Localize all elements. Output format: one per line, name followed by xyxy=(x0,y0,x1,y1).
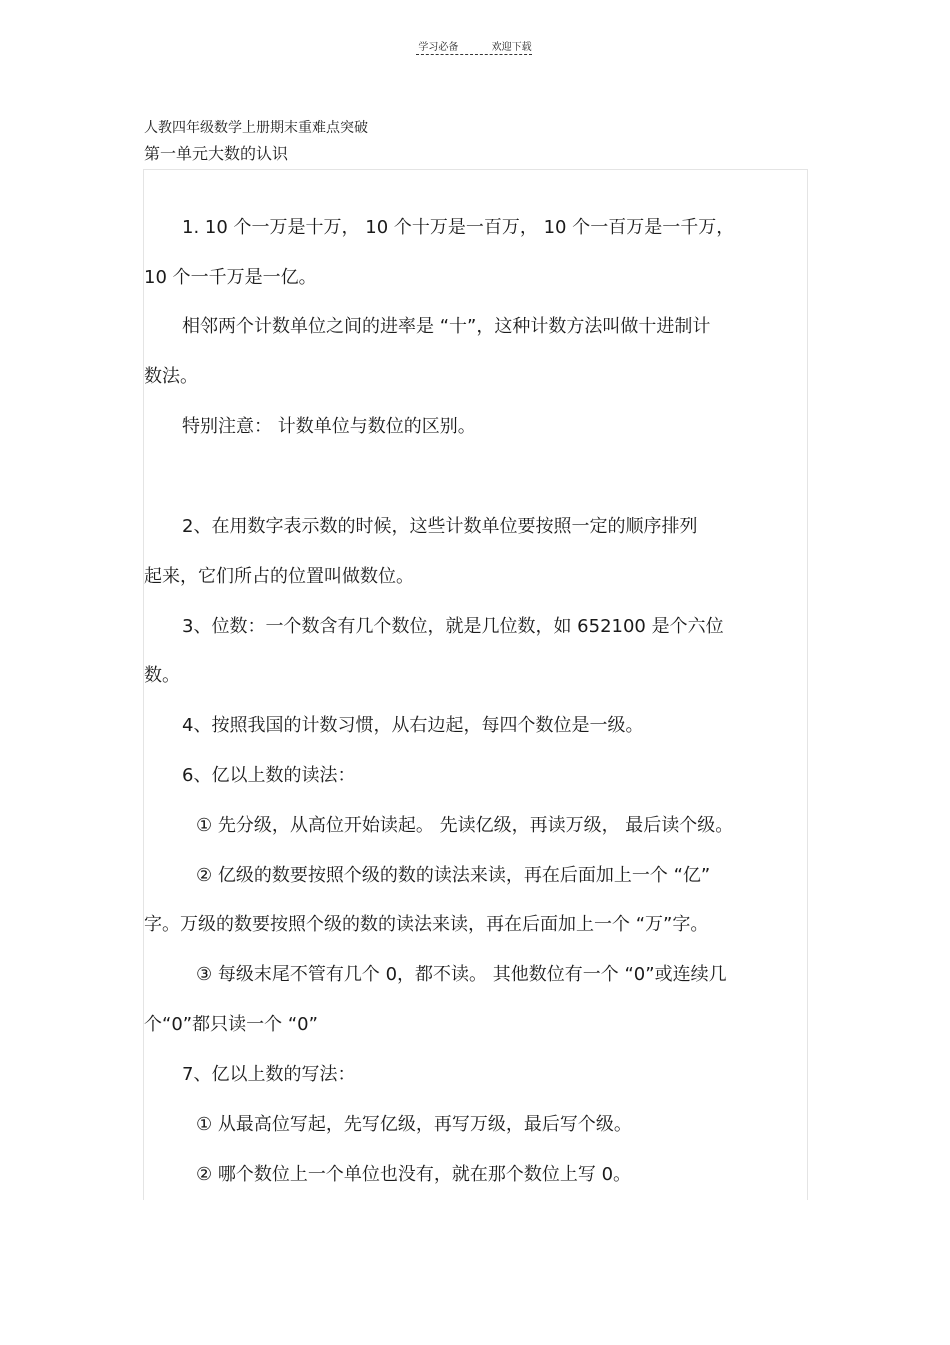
paragraph-line: ③ 每级末尾不管有几个 0，都不读。 其他数位有一个 “0”或连续几 xyxy=(196,964,727,985)
paragraph-line: 3、位数：一个数含有几个数位，就是几位数，如 652100 是个六位 xyxy=(182,616,724,637)
paragraph-line: 字。万级的数要按照个级的数的读法来读，再在后面加上一个 “万”字。 xyxy=(144,914,709,935)
header-left-text: 学习必备 xyxy=(418,42,459,53)
document-title: 人教四年级数学上册期末重难点突破 xyxy=(144,120,368,136)
paragraph-line: 10 个一千万是一亿。 xyxy=(144,267,317,288)
paragraph-line: 数法。 xyxy=(144,366,198,387)
paragraph-line: ② 亿级的数要按照个级的数的读法来读，再在后面加上一个 “亿” xyxy=(196,865,711,886)
header-divider xyxy=(416,54,532,55)
paragraph-line: 起来，它们所占的位置叫做数位。 xyxy=(144,566,414,587)
page-header xyxy=(0,38,950,53)
header-right-text: 欢迎下载 xyxy=(491,42,532,53)
paragraph-line: 1. 10 个一万是十万， 10 个十万是一百万， 10 个一百万是一千万， xyxy=(182,217,735,238)
paragraph-line: ① 从最高位写起，先写亿级，再写万级，最后写个级。 xyxy=(196,1114,632,1135)
paragraph-line: 特别注意： 计数单位与数位的区别。 xyxy=(182,416,476,437)
paragraph-line: 7、亿以上数的写法： xyxy=(182,1064,356,1085)
paragraph-line: 个“0”都只读一个 “0” xyxy=(144,1014,318,1035)
paragraph-line: 6、亿以上数的读法： xyxy=(182,765,356,786)
unit-title: 第一单元大数的认识 xyxy=(144,144,289,163)
paragraph-line: ① 先分级，从高位开始读起。 先读亿级，再读万级， 最后读个级。 xyxy=(196,815,734,836)
paragraph-line: 数。 xyxy=(144,665,180,686)
paragraph-line: 2、在用数字表示数的时候，这些计数单位要按照一定的顺序排列 xyxy=(182,516,698,537)
paragraph-line: ② 哪个数位上一个单位也没有，就在那个数位上写 0。 xyxy=(196,1164,632,1185)
paragraph-line: 4、按照我国的计数习惯，从右边起，每四个数位是一级。 xyxy=(182,715,644,736)
paragraph-line: 相邻两个计数单位之间的进率是 “十”，这种计数方法叫做十进制计 xyxy=(182,316,711,337)
